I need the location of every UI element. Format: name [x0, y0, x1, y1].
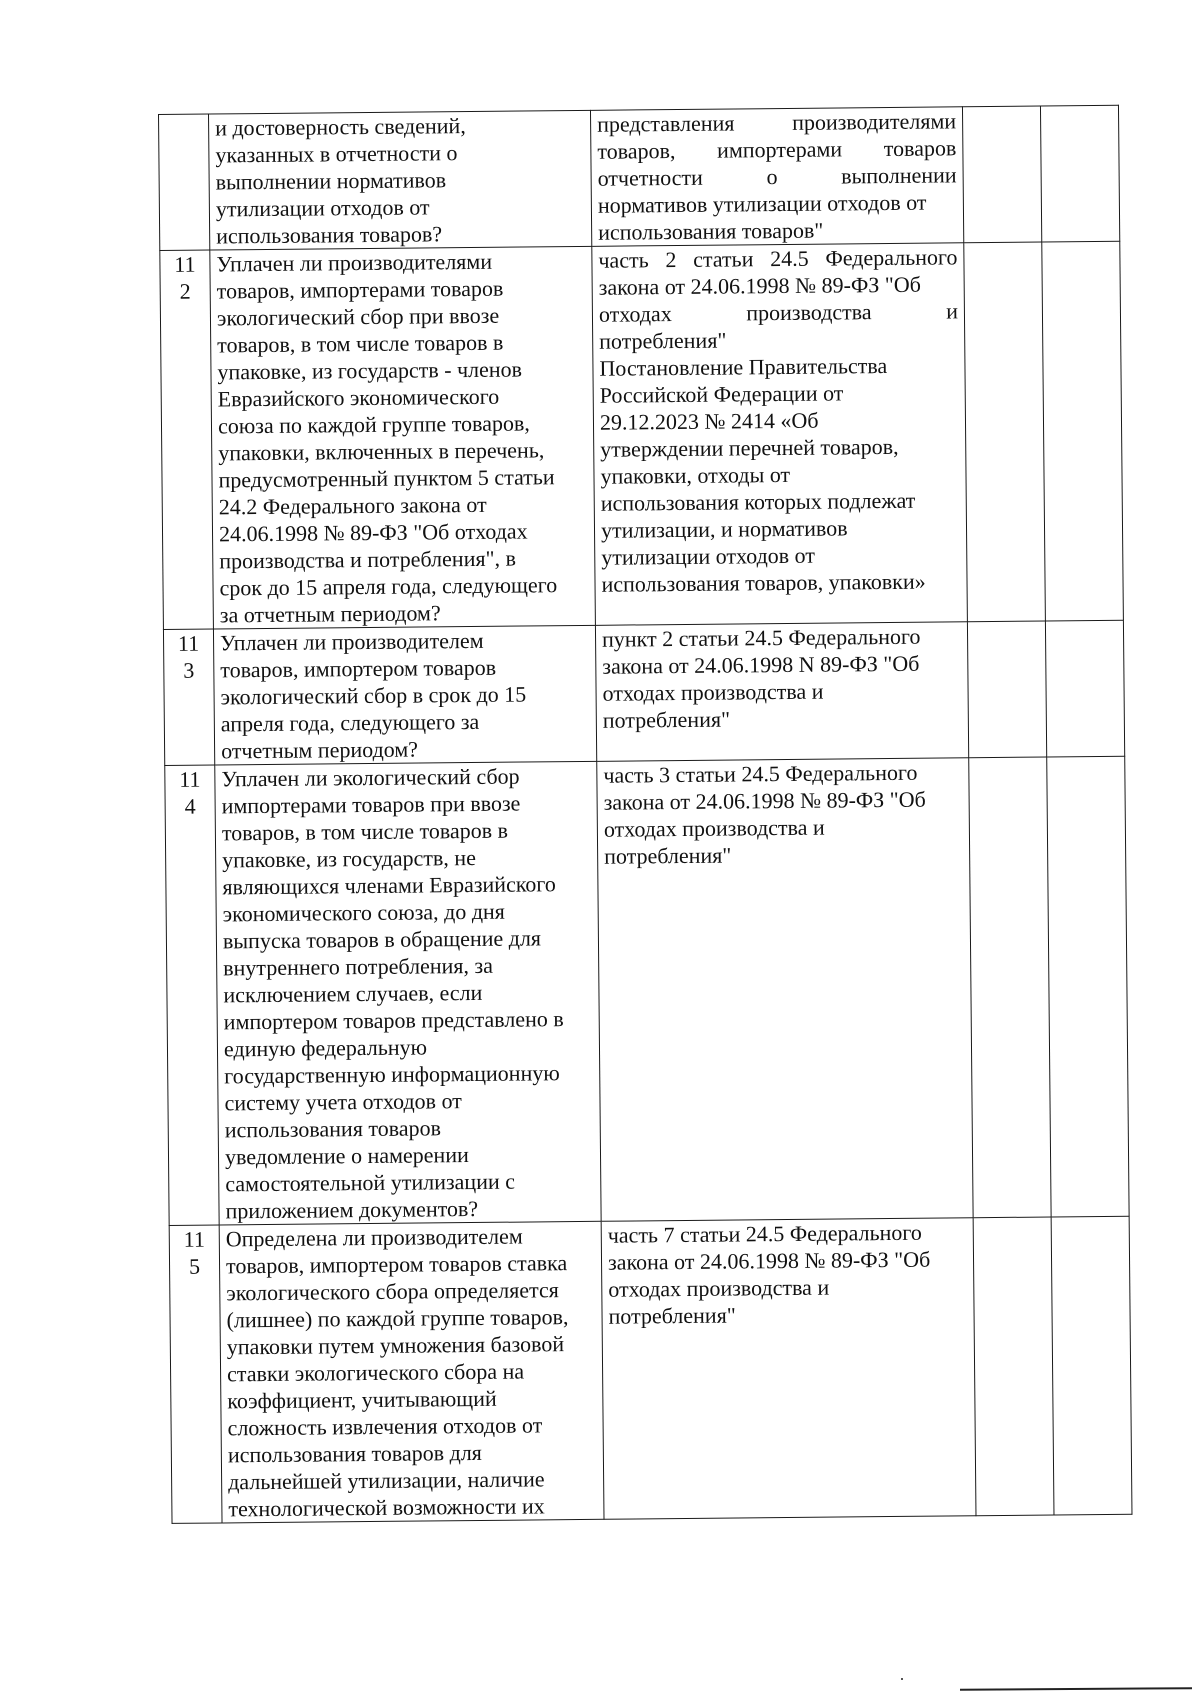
question-cell: [215, 761, 601, 1225]
reference-line: утилизации отходов от: [601, 542, 816, 570]
question-line: упаковке, из государств, не: [222, 844, 477, 873]
row-number-cell: [163, 629, 214, 765]
question-line: Определена ли производителем: [225, 1223, 523, 1252]
question-line: и достоверность сведений,: [215, 113, 466, 141]
question-line: 24.06.1998 № 89-ФЗ "Об отходах: [218, 518, 528, 547]
answer-cell-no: [1042, 241, 1124, 621]
answer-cell-no: [1051, 1216, 1132, 1515]
row-number-part: 2: [179, 278, 191, 304]
question-line: использования товаров: [224, 1115, 442, 1143]
question-line: упаковки, включенных в перечень,: [218, 437, 545, 466]
question-line: отчетным периодом?: [220, 736, 419, 764]
reference-line: часть 2 статьи 24.5 Федерального: [598, 244, 958, 273]
question-line: 24.2 Федерального закона от: [218, 491, 487, 520]
reference-line: потребления": [608, 1302, 736, 1329]
legal-reference-cell: [597, 758, 973, 1222]
reference-line: использования которых подлежат: [600, 487, 916, 516]
table-row: [159, 105, 1120, 250]
reference-line: утилизации, и нормативов: [600, 515, 848, 543]
legal-reference-cell: [592, 243, 968, 626]
reference-line: отходах производства и: [608, 1274, 830, 1302]
question-line: предусмотренный пунктом 5 статьи: [218, 464, 555, 493]
question-line: союза по каждой группе товаров,: [217, 410, 530, 439]
question-line: выполнении нормативов: [215, 167, 447, 195]
answer-cell-yes: [967, 621, 1046, 758]
checklist-table: [158, 105, 1132, 1524]
question-line: ставки экологического сбора на: [226, 1358, 525, 1387]
question-line: Уплачен ли экологический сбор: [221, 763, 520, 792]
reference-line: часть 3 статьи 24.5 Федерального: [603, 759, 918, 788]
legal-reference-cell: [601, 1218, 976, 1520]
row-number-cell: [169, 1225, 222, 1523]
question-line: утилизации отходов от: [215, 194, 430, 222]
question-cell: [209, 110, 592, 250]
question-line: (лишнее) по каждой группе товаров,: [226, 1304, 569, 1333]
reference-line: нормативов утилизации отходов от: [597, 189, 927, 218]
question-line: товаров, импортером товаров: [220, 654, 497, 683]
page-mark: [901, 1678, 903, 1680]
row-number-cell: [160, 250, 214, 629]
question-cell: [213, 625, 596, 765]
reference-line: отходах производства и: [598, 298, 959, 327]
question-line: экологического сбора определяется: [226, 1277, 559, 1306]
row-number-part: 11: [183, 1226, 206, 1252]
question-line: импортерами товаров при ввозе: [221, 790, 521, 819]
question-line: за отчетным периодом?: [219, 600, 441, 628]
reference-line: утверждении перечней товаров,: [600, 433, 899, 462]
row-number-part: 11: [179, 766, 201, 792]
reference-line: потребления": [602, 706, 731, 733]
question-line: являющихся членами Евразийского: [222, 871, 556, 900]
row-number-part: 3: [183, 657, 195, 683]
reference-line: отходах производства и: [603, 814, 825, 842]
table-row: [165, 756, 1129, 1225]
question-line: указанных в отчетности о: [215, 140, 458, 168]
question-line: экологический сбор в срок до 15: [220, 681, 527, 710]
reference-line: товаров, импортерами товаров: [597, 135, 957, 164]
reference-line: закона от 24.06.1998 № 89-ФЗ "Об: [607, 1246, 931, 1275]
reference-line: 29.12.2023 № 2414 «Об: [599, 407, 819, 435]
answer-cell-yes: [973, 1217, 1054, 1516]
reference-line: часть 7 статьи 24.5 Федерального: [607, 1219, 922, 1248]
reference-line: отчетности о выполнении: [597, 162, 957, 191]
question-line: самостоятельной утилизации с: [225, 1168, 516, 1197]
table-row: [160, 241, 1124, 629]
question-line: товаров, импортером товаров ставка: [225, 1250, 568, 1279]
question-line: упаковке, из государств - членов: [217, 356, 523, 385]
answer-cell-no: [1040, 105, 1119, 242]
question-line: упаковки путем умножения базовой: [226, 1331, 565, 1360]
reference-line: Постановление Правительства: [599, 353, 888, 381]
question-line: единую федеральную: [223, 1034, 428, 1062]
question-line: апреля года, следующего за: [220, 708, 480, 737]
answer-cell-no: [1047, 756, 1129, 1217]
reference-line: Российской Федерации от: [599, 380, 844, 408]
question-line: использования товаров?: [216, 221, 443, 249]
reference-line: представления производителями: [596, 108, 957, 137]
question-line: экологический сбор при ввозе: [216, 302, 500, 331]
question-line: внутреннего потребления, за: [223, 952, 494, 981]
question-line: товаров, импортерами товаров: [216, 275, 504, 304]
question-cell: [219, 1221, 604, 1523]
reference-line: пункт 2 статьи 24.5 Федерального: [601, 623, 921, 652]
question-line: производства и потребления", в: [219, 545, 517, 574]
question-line: импортером товаров представлено в: [223, 1006, 564, 1035]
row-number-part: 11: [177, 630, 200, 656]
row-number-part: 5: [188, 1253, 201, 1279]
question-line: технологической возможности их: [228, 1493, 545, 1522]
question-line: использования товаров для: [227, 1439, 482, 1468]
question-line: выпуска товаров в обращение для: [222, 925, 542, 954]
question-line: коэффициент, учитывающий: [227, 1385, 497, 1414]
question-line: государственную информационную: [224, 1060, 560, 1089]
reference-line: использования товаров": [598, 217, 824, 245]
reference-line: упаковки, отходы от: [600, 461, 791, 489]
row-number-cell: [159, 114, 210, 250]
question-line: товаров, в том числе товаров в: [217, 329, 504, 358]
reference-line: потребления": [599, 327, 727, 354]
checklist-table-body: [159, 105, 1132, 1523]
reference-line: отходах производства и: [602, 678, 824, 706]
question-line: приложением документов?: [225, 1195, 479, 1224]
reference-line: потребления": [604, 842, 732, 869]
reference-line: закона от 24.06.1998 № 89-ФЗ "Об: [603, 786, 926, 815]
table-row: [169, 1216, 1132, 1523]
question-line: дальнейшей утилизации, наличие: [228, 1466, 545, 1495]
signature-line: [960, 1687, 1192, 1691]
table-row: [163, 620, 1124, 765]
answer-cell-yes: [969, 757, 1051, 1218]
question-line: Уплачен ли производителями: [216, 248, 493, 277]
row-number-part: 4: [184, 793, 196, 819]
reference-line: использования товаров, упаковки»: [601, 568, 926, 597]
question-line: сложность извлечения отходов от: [227, 1412, 543, 1441]
question-line: уведомление о намерении: [224, 1142, 469, 1170]
legal-reference-cell: [595, 622, 968, 762]
question-line: исключением случаев, если: [223, 979, 483, 1008]
answer-cell-yes: [964, 242, 1046, 622]
reference-line: закона от 24.06.1998 N 89-ФЗ "Об: [602, 650, 920, 679]
row-number-cell: [165, 765, 219, 1225]
question-line: срок до 15 апреля года, следующего: [219, 572, 558, 601]
answer-cell-no: [1045, 620, 1124, 757]
question-line: Евразийского экономического: [217, 383, 500, 412]
question-line: экономического союза, до дня: [222, 898, 505, 927]
question-cell: [210, 246, 596, 629]
row-number-part: 11: [174, 251, 196, 277]
question-line: Уплачен ли производителем: [219, 627, 484, 656]
legal-reference-cell: [590, 107, 963, 247]
question-line: систему учета отходов от: [224, 1088, 462, 1116]
question-line: товаров, в том числе товаров в: [221, 817, 509, 846]
answer-cell-yes: [962, 106, 1041, 243]
reference-line: закона от 24.06.1998 № 89-ФЗ "Об: [598, 271, 921, 300]
